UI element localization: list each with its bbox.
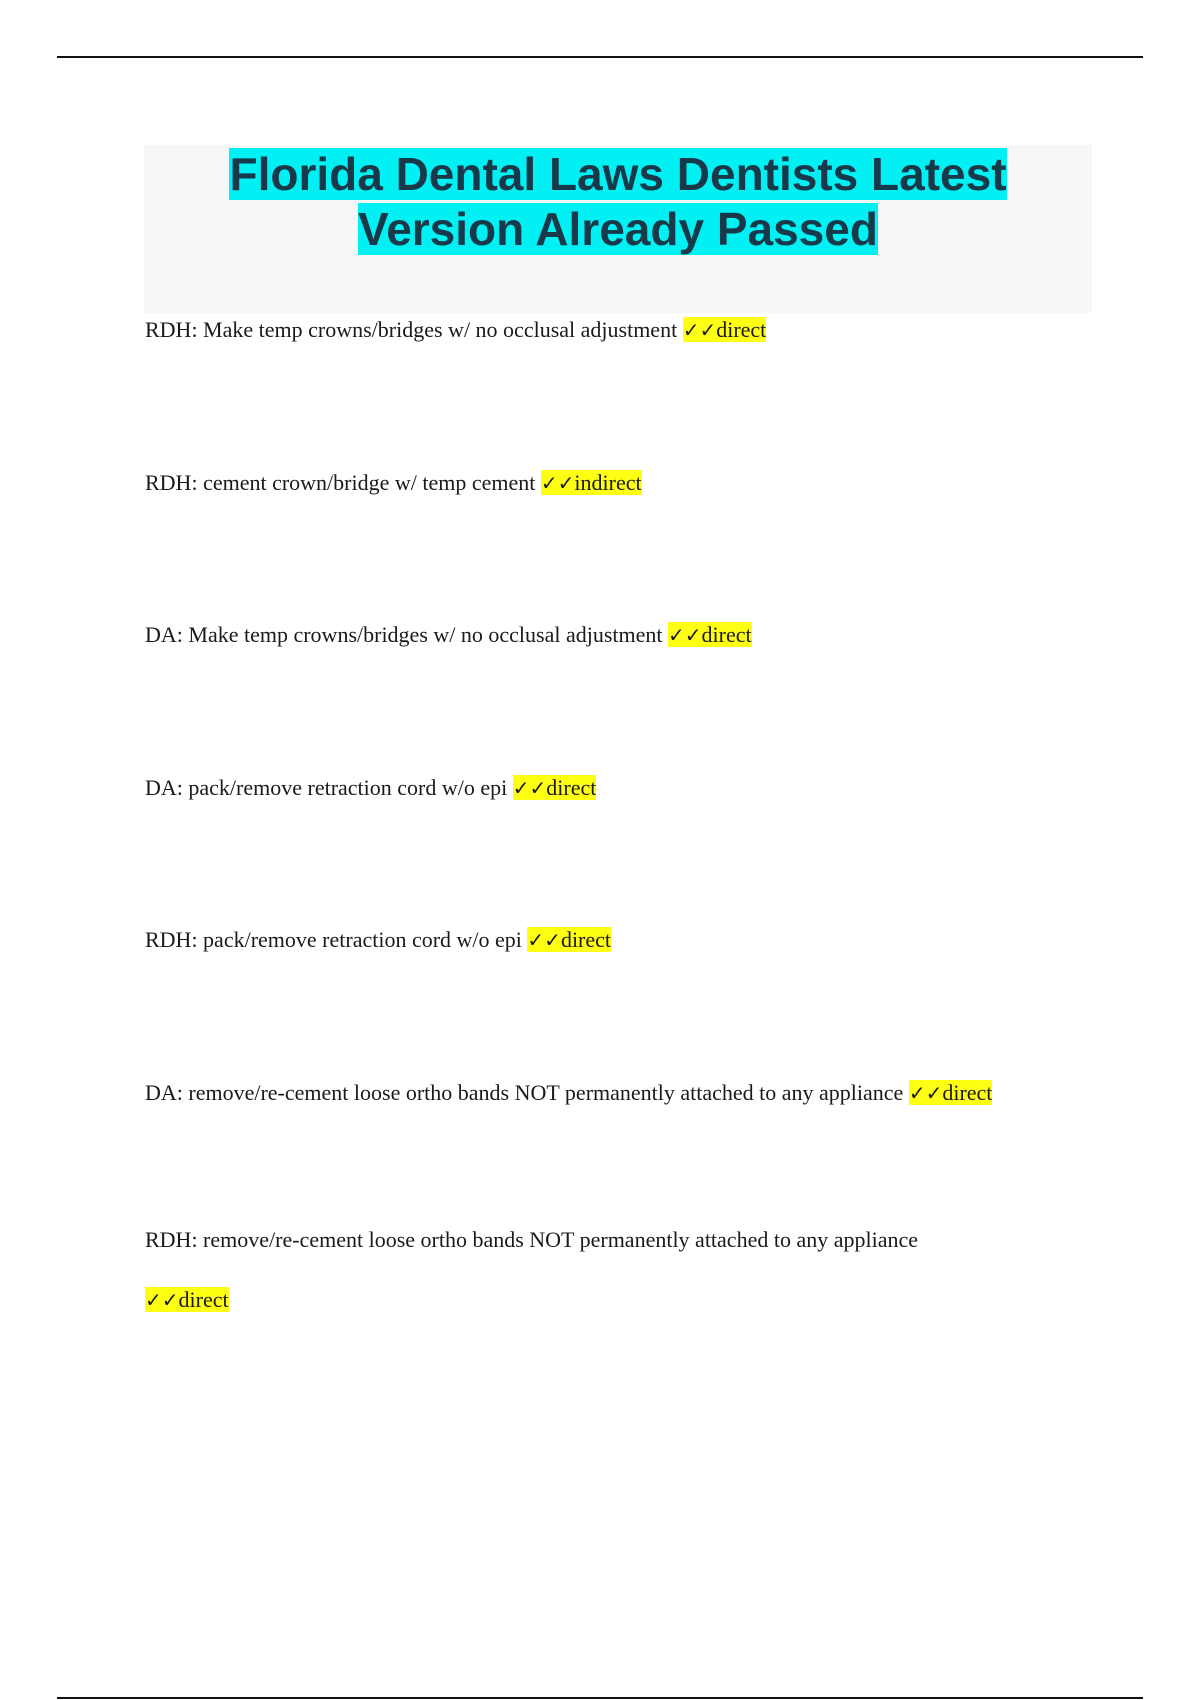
- document-title: [144, 145, 1092, 257]
- bottom-rule: [57, 1697, 1143, 1699]
- question-text: RDH: cement crown/bridge w/ temp cement: [145, 470, 536, 495]
- double-check-icon: ✓✓: [527, 928, 561, 952]
- double-check-icon: ✓✓: [512, 776, 547, 800]
- double-check-icon: ✓✓: [908, 1081, 943, 1105]
- question-text: RDH: pack/remove retraction cord w/o epi: [145, 927, 522, 952]
- question-text: DA: Make temp crowns/bridges w/ no occlusal adjustment: [145, 622, 663, 647]
- question-text: DA: pack/remove retraction cord w/o epi: [145, 775, 508, 800]
- qa-item: [145, 469, 1105, 497]
- answer-text: direct: [560, 927, 612, 952]
- qa-item: [145, 316, 1105, 344]
- answer-text: direct: [178, 1287, 229, 1312]
- answer-highlight: [668, 622, 752, 647]
- answer-highlight: [683, 317, 767, 342]
- qa-item: [145, 774, 1105, 802]
- top-rule: [57, 56, 1143, 58]
- answer-text: direct: [701, 622, 752, 647]
- title-line-1: Florida Dental Laws Dentists Latest: [229, 148, 1007, 200]
- double-check-icon: ✓✓: [668, 623, 702, 647]
- answer-highlight: [909, 1080, 993, 1105]
- title-line-2: Version Already Passed: [358, 203, 878, 255]
- qa-item: [145, 1079, 1105, 1107]
- qa-item: [145, 926, 1105, 954]
- question-text: DA: remove/re-cement loose ortho bands NOT permanently attached to any appliance: [145, 1080, 904, 1105]
- double-check-icon: ✓✓: [145, 1288, 179, 1312]
- answer-highlight: [145, 1287, 229, 1312]
- qa-item: [145, 621, 1105, 649]
- answer-highlight: [527, 927, 611, 952]
- double-check-icon: ✓✓: [540, 471, 575, 495]
- answer-highlight: [541, 470, 642, 495]
- title-block: [144, 145, 1092, 313]
- answer-line: [145, 1286, 1105, 1314]
- answer-text: direct: [716, 317, 767, 342]
- answer-text: direct: [942, 1080, 993, 1105]
- answer-highlight: [513, 775, 597, 800]
- qa-item: [145, 1226, 1105, 1314]
- answer-text: indirect: [574, 470, 642, 495]
- answer-text: direct: [546, 775, 597, 800]
- question-text: RDH: Make temp crowns/bridges w/ no occlusal adjustment: [145, 317, 678, 342]
- double-check-icon: ✓✓: [682, 318, 717, 342]
- question-text: RDH: remove/re-cement loose ortho bands NOT permanently attached to any appliance: [145, 1227, 918, 1252]
